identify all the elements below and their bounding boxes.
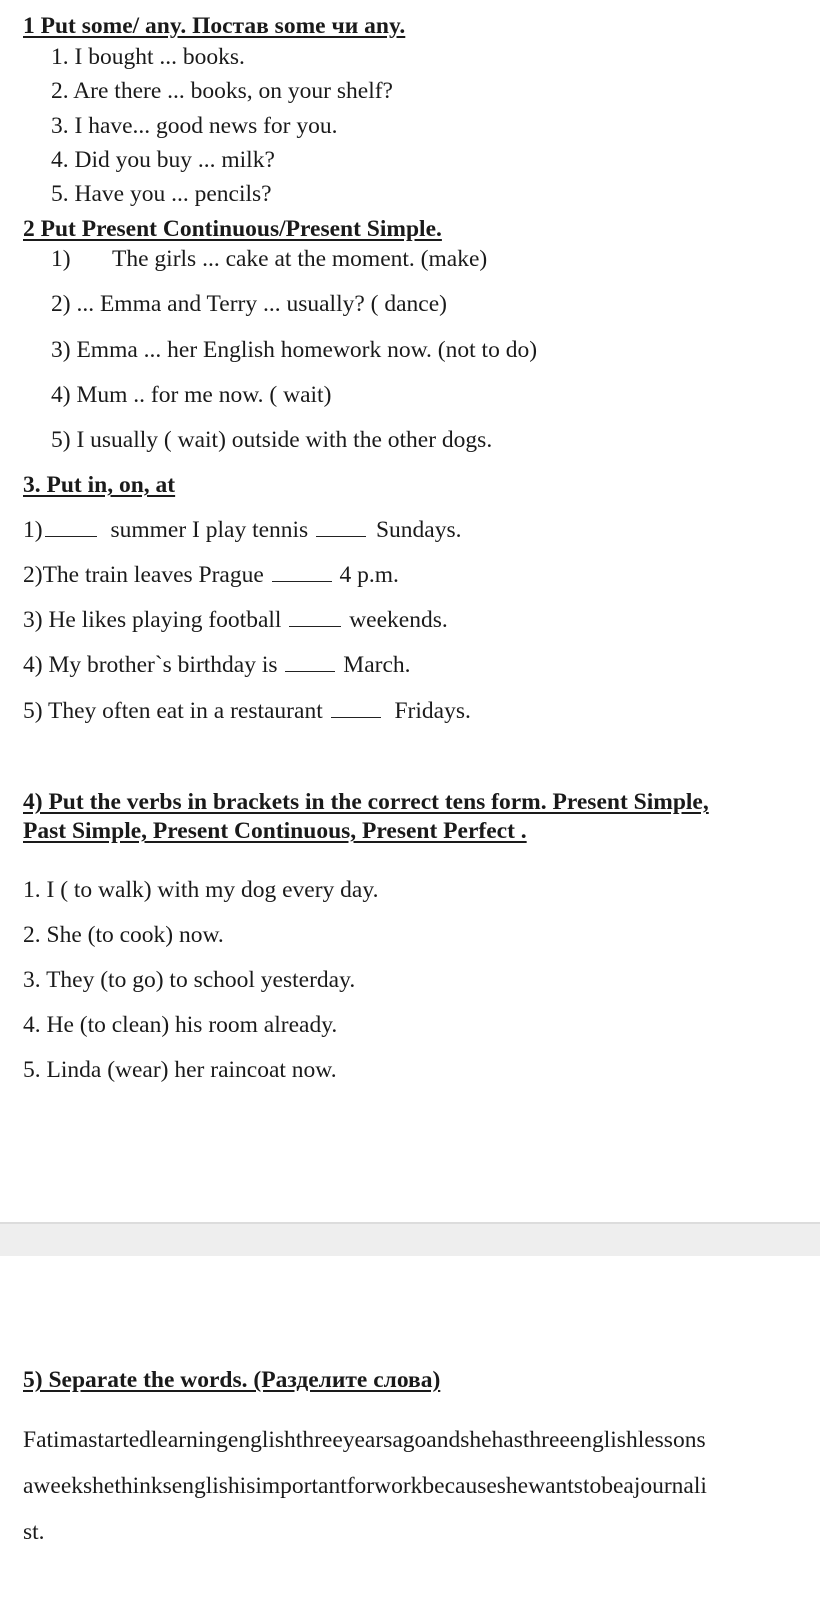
section-2-item-4: 4) Mum .. for me now. ( wait) [51,382,332,408]
section-2-heading: 2 Put Present Continuous/Present Simple. [23,216,442,242]
section-3-item-3 [23,606,448,634]
section-1-item-4: 4. Did you buy ... milk? [51,147,275,173]
item-1-middle: summer I play tennis [110,517,309,543]
item-4-prefix: 4) My brother`s birthday is [23,652,278,678]
section-1-heading: 1 Put some/ any. Постав some чи any. [23,13,406,39]
section-3-heading: 3. Put in, on, at [23,472,176,498]
section-3-item-4 [23,651,411,679]
section-3-item-2 [23,561,399,589]
section-4-heading-line-1: 4) Put the verbs in brackets in the correct tens form. Present Simple, [23,789,709,815]
section-4-item-4: 4. He (to clean) his room already. [23,1012,338,1038]
item-1-end: Sundays. [375,517,462,543]
section-1-item-5: 5. Have you ... pencils? [51,181,272,207]
section-2-item-5: 5) I usually ( wait) outside with the other dogs. [51,427,493,453]
item-1-prefix: 1) [23,517,43,543]
section-5-text-line-3: st. [23,1519,45,1545]
section-3-item-1 [23,516,462,544]
item-2-prefix: 2)The train leaves Prague [23,562,264,588]
page-break-separator [0,1222,820,1258]
item-4-end: March. [343,652,411,678]
blank-line [272,561,332,582]
section-1-item-2: 2. Are there ... books, on your shelf? [51,78,393,104]
section-4-item-1: 1. I ( to walk) with my dog every day. [23,877,379,903]
section-1-item-3: 3. I have... good news for you. [51,113,338,139]
blank-line [285,651,335,672]
section-5-text-line-1: Fatimastartedlearningenglishthreeyearsagoandshehasthreeenglishlessons [23,1427,706,1453]
blank-line [331,697,381,718]
section-2-item-1-text: The girls ... cake at the moment. (make) [112,246,488,272]
blank-line [316,516,366,537]
item-3-prefix: 3) He likes playing football [23,607,282,633]
item-5-prefix: 5) They often eat in a restaurant [23,698,323,724]
item-5-end: Fridays. [394,698,471,724]
item-3-end: weekends. [349,607,448,633]
section-4-heading-line-2: Past Simple, Present Continuous, Present Perfect . [23,818,527,844]
section-1-item-1: 1. I bought ... books. [51,44,245,70]
section-4-item-2: 2. She (to cook) now. [23,922,224,948]
section-5-heading: 5) Separate the words. (Разделите слова) [23,1367,441,1393]
section-5-text-line-2: aweekshethinksenglishisimportantforworkbecauseshewantstobeajournali [23,1473,707,1499]
section-2-item-2: 2) ... Emma and Terry ... usually? ( dance) [51,291,447,317]
blank-line [45,516,97,537]
section-2-item-3: 3) Emma ... her English homework now. (not to do) [51,337,538,363]
section-4-item-5: 5. Linda (wear) her raincoat now. [23,1057,337,1083]
section-3-item-5 [23,697,471,725]
blank-line [289,606,341,627]
item-2-end: 4 p.m. [339,562,399,588]
section-4-item-3: 3. They (to go) to school yesterday. [23,967,356,993]
section-2-item-1-number: 1) [51,246,71,272]
second-page [0,1256,820,1605]
